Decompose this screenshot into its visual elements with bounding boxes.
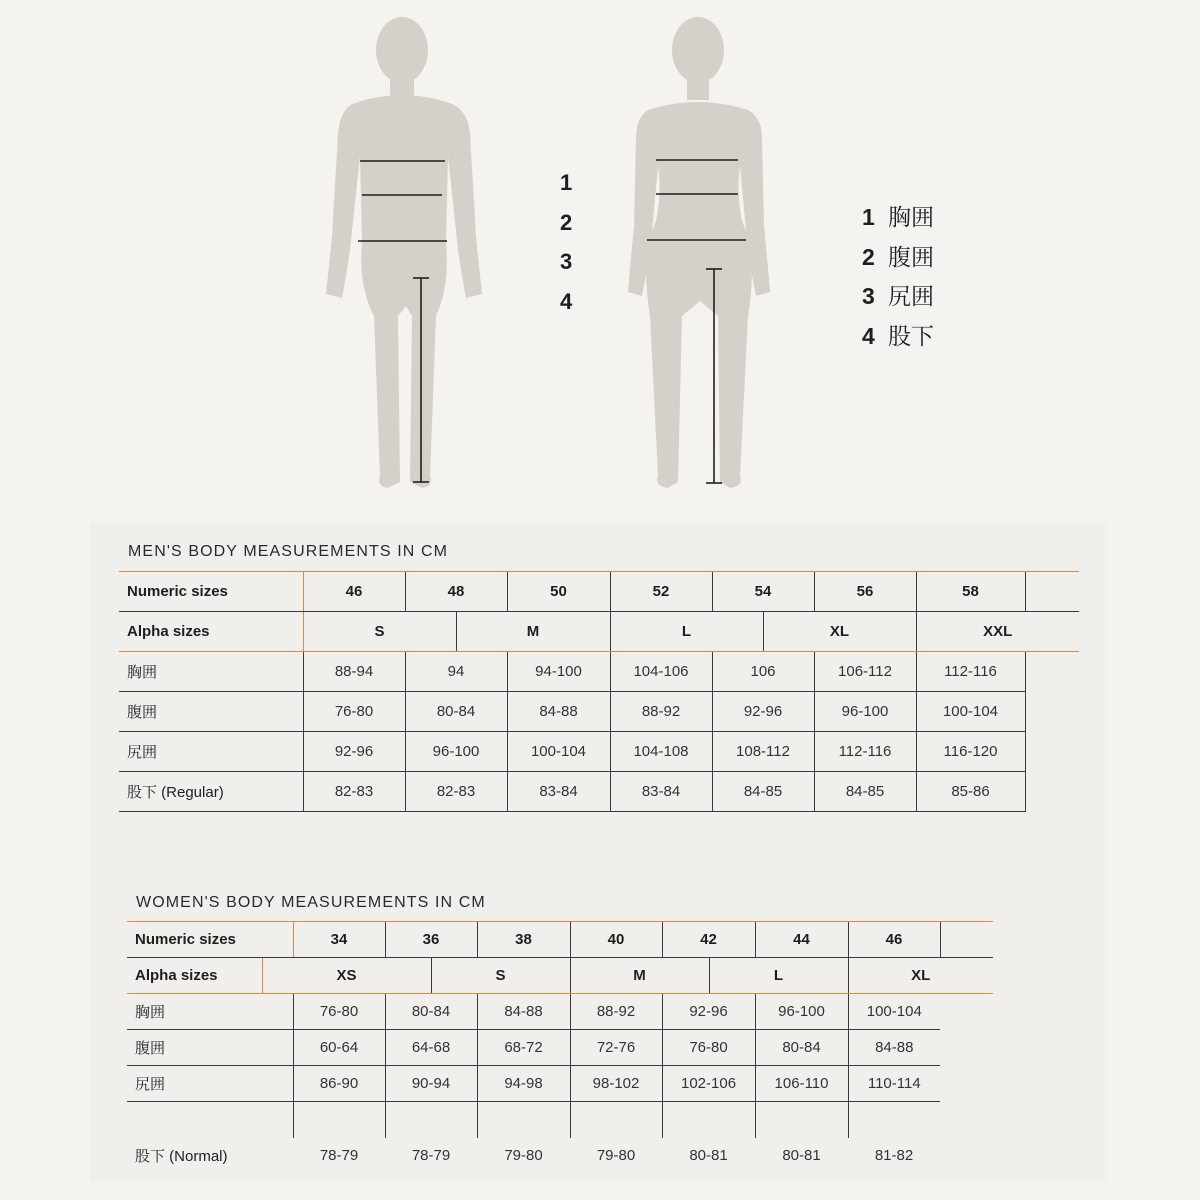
value-cell: 96-100 (755, 994, 848, 1030)
row-label: 腹囲 (127, 1030, 293, 1066)
alpha-size: XXL (916, 612, 1079, 652)
value-cell: 79-80 (504, 1147, 543, 1164)
numeric-size: 48 (405, 572, 507, 612)
value-cell: 76-80 (293, 994, 385, 1030)
value-cell: 100-104 (507, 732, 610, 772)
row-label: 胸囲 (119, 652, 303, 692)
value-cell: 100-104 (848, 994, 940, 1030)
row-label: 股下 (Normal) (135, 1148, 228, 1165)
empty-cell (940, 1066, 993, 1102)
value-cell: 104-106 (610, 652, 712, 692)
empty-cell (940, 994, 993, 1030)
legend-number: 4 (862, 323, 875, 350)
legend-number: 3 (862, 283, 875, 310)
men-alpha-row (119, 612, 1079, 652)
measurement-number: 2 (560, 209, 573, 235)
empty-cell (940, 1138, 993, 1173)
value-cell: 96-100 (405, 732, 507, 772)
value-cell: 80-81 (689, 1147, 728, 1164)
women-row-inseam (127, 1138, 993, 1173)
empty-cell (1025, 692, 1079, 732)
alpha-size: S (431, 958, 570, 994)
value-cell: 100-104 (916, 692, 1025, 732)
men-numeric-row (119, 572, 1079, 612)
men-row-hip (119, 732, 1079, 772)
alpha-size: L (709, 958, 848, 994)
row-label: Numeric sizes (119, 572, 303, 612)
empty-cell (1025, 732, 1079, 772)
alpha-size: XL (848, 958, 993, 994)
women-numeric-row (127, 922, 993, 958)
empty-cell (755, 1102, 848, 1139)
women-row-chest (127, 994, 993, 1030)
empty-cell (848, 1102, 940, 1139)
value-cell: 88-92 (610, 692, 712, 732)
measurement-legend (862, 201, 934, 360)
alpha-size: M (570, 958, 709, 994)
empty-cell (570, 1102, 662, 1139)
row-label: 尻囲 (119, 732, 303, 772)
value-cell: 94-100 (507, 652, 610, 692)
value-cell: 116-120 (916, 732, 1025, 772)
legend-label: 股下 (888, 323, 934, 350)
value-cell: 78-79 (411, 1147, 451, 1164)
value-cell: 106-112 (814, 652, 916, 692)
empty-cell (477, 1102, 570, 1139)
empty-cell (1025, 572, 1079, 612)
value-cell: 82-83 (303, 772, 405, 812)
measurement-number: 1 (560, 170, 573, 195)
male-figure (318, 16, 498, 496)
empty-cell (293, 1102, 385, 1139)
value-cell: 108-112 (712, 732, 814, 772)
value-cell: 76-80 (303, 692, 405, 732)
value-cell: 110-114 (848, 1066, 940, 1102)
men-row-inseam (119, 772, 1079, 812)
empty-cell (940, 1102, 993, 1139)
row-label: 胸囲 (127, 994, 293, 1030)
value-cell: 84-85 (814, 772, 916, 812)
row-label: Alpha sizes (119, 612, 303, 652)
value-cell: 92-96 (303, 732, 405, 772)
legend-item (862, 320, 934, 360)
measurement-number: 3 (560, 249, 573, 275)
numeric-size: 46 (848, 922, 940, 958)
value-cell: 112-116 (814, 732, 916, 772)
numeric-size: 36 (385, 922, 477, 958)
legend-item (862, 280, 934, 320)
alpha-size: XS (262, 958, 431, 994)
numeric-size: 44 (755, 922, 848, 958)
women-table-title: WOMEN'S BODY MEASUREMENTS IN CM (136, 894, 486, 911)
row-label: 腹囲 (119, 692, 303, 732)
alpha-size: M (456, 612, 610, 652)
value-cell: 80-81 (782, 1147, 821, 1164)
value-cell: 84-88 (848, 1030, 940, 1066)
value-cell: 84-85 (712, 772, 814, 812)
empty-cell (385, 1102, 477, 1139)
row-label: 股下 (Regular) (119, 772, 303, 812)
men-measurements-table (119, 571, 1079, 812)
value-cell: 82-83 (405, 772, 507, 812)
female-figure (618, 16, 778, 496)
value-cell: 90-94 (385, 1066, 477, 1102)
alpha-size: XL (763, 612, 916, 652)
legend-label: 胸囲 (888, 204, 934, 230)
empty-cell (662, 1102, 755, 1139)
value-cell: 88-92 (570, 994, 662, 1030)
value-cell: 64-68 (385, 1030, 477, 1066)
women-row-spacer (127, 1102, 993, 1139)
value-cell: 78-79 (319, 1147, 359, 1164)
value-cell: 80-84 (755, 1030, 848, 1066)
value-cell: 88-94 (303, 652, 405, 692)
value-cell: 86-90 (293, 1066, 385, 1102)
alpha-size: S (303, 612, 456, 652)
numeric-size: 52 (610, 572, 712, 612)
numeric-size: 40 (570, 922, 662, 958)
row-label: Numeric sizes (127, 922, 293, 958)
value-cell: 68-72 (477, 1030, 570, 1066)
legend-item (862, 201, 934, 241)
empty-cell (1025, 772, 1079, 812)
value-cell: 79-80 (596, 1147, 636, 1164)
empty-cell (940, 922, 993, 958)
value-cell: 104-108 (610, 732, 712, 772)
value-cell: 85-86 (916, 772, 1025, 812)
numeric-size: 56 (814, 572, 916, 612)
men-row-chest (119, 652, 1079, 692)
women-row-waist (127, 1030, 993, 1066)
alpha-size: L (610, 612, 763, 652)
value-cell: 106 (712, 652, 814, 692)
value-cell: 83-84 (507, 772, 610, 812)
legend-item (862, 241, 934, 281)
numeric-size: 46 (303, 572, 405, 612)
men-table-title: MEN'S BODY MEASUREMENTS IN CM (128, 543, 449, 560)
value-cell: 98-102 (570, 1066, 662, 1102)
women-measurements-table (127, 921, 993, 1173)
value-cell: 92-96 (712, 692, 814, 732)
women-alpha-row (127, 958, 993, 994)
numeric-size: 58 (916, 572, 1025, 612)
value-cell: 60-64 (293, 1030, 385, 1066)
value-cell: 94 (405, 652, 507, 692)
value-cell: 106-110 (755, 1066, 848, 1102)
value-cell: 112-116 (916, 652, 1025, 692)
value-cell: 94-98 (477, 1066, 570, 1102)
measurement-numbers (560, 168, 572, 327)
empty-cell (940, 1030, 993, 1066)
numeric-size: 54 (712, 572, 814, 612)
numeric-size: 38 (477, 922, 570, 958)
value-cell: 92-96 (662, 994, 755, 1030)
empty-cell (1025, 652, 1079, 692)
empty-cell (127, 1102, 293, 1139)
women-row-hip (127, 1066, 993, 1102)
numeric-size: 34 (293, 922, 385, 958)
value-cell: 80-84 (385, 994, 477, 1030)
measurement-number: 4 (560, 289, 573, 315)
numeric-size: 50 (507, 572, 610, 612)
value-cell: 83-84 (610, 772, 712, 812)
value-cell: 80-84 (405, 692, 507, 732)
value-cell: 102-106 (662, 1066, 755, 1102)
value-cell: 81-82 (874, 1147, 914, 1164)
legend-number: 2 (862, 243, 875, 270)
men-row-waist (119, 692, 1079, 732)
row-label: 尻囲 (127, 1066, 293, 1102)
row-label: Alpha sizes (127, 958, 262, 994)
legend-label: 腹囲 (888, 243, 934, 270)
value-cell: 76-80 (662, 1030, 755, 1066)
value-cell: 84-88 (507, 692, 610, 732)
value-cell: 84-88 (477, 994, 570, 1030)
numeric-size: 42 (662, 922, 755, 958)
legend-number: 1 (862, 204, 875, 230)
value-cell: 96-100 (814, 692, 916, 732)
value-cell: 72-76 (570, 1030, 662, 1066)
legend-label: 尻囲 (888, 283, 934, 310)
